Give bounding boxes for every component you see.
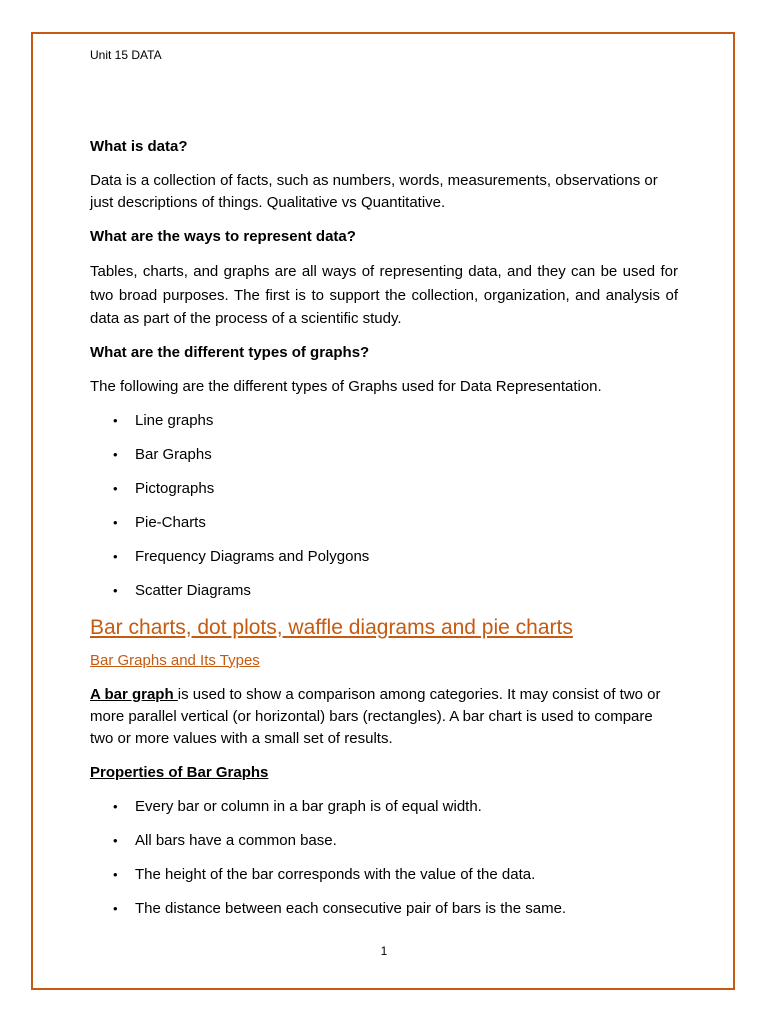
question-what-is-data: What is data? bbox=[90, 138, 188, 155]
list-item-label: Frequency Diagrams and Polygons bbox=[135, 547, 370, 565]
properties-list bbox=[90, 796, 678, 920]
list-item bbox=[90, 546, 678, 568]
list-item-label: All bars have a common base. bbox=[135, 831, 337, 849]
bullet-icon: • bbox=[113, 514, 118, 530]
bullet-icon: • bbox=[113, 446, 118, 462]
list-item bbox=[90, 478, 678, 500]
bullet-icon: • bbox=[113, 900, 118, 916]
list-item-label: Every bar or column in a bar graph is of equal width. bbox=[135, 797, 482, 815]
page-header: Unit 15 DATA bbox=[90, 48, 162, 62]
list-item bbox=[90, 898, 678, 920]
bullet-icon: • bbox=[113, 798, 118, 814]
list-item-label: Line graphs bbox=[135, 411, 214, 429]
bullet-icon: • bbox=[113, 832, 118, 848]
bar-graph-term: A bar graph bbox=[90, 685, 178, 703]
list-item bbox=[90, 864, 678, 886]
answer-ways-to-represent: Tables, charts, and graphs are all ways of representing data, and they can be used for two broad purposes. The first is to support the collection, organization, and analysis of data as part of the process of a scientific study. bbox=[90, 263, 678, 327]
list-item-label: The distance between each consecutive pair of bars is the same. bbox=[135, 899, 567, 917]
bar-graph-description: is used to show a comparison among categories. It may consist of two or more parallel vertical (or horizontal) bars (rectangles). A bar chart is used to compare two or more values with a small set of results. bbox=[90, 685, 661, 747]
list-item bbox=[90, 580, 678, 602]
list-item bbox=[90, 512, 678, 534]
section-subheading: Bar Graphs and Its Types bbox=[90, 651, 260, 669]
page-number: 1 bbox=[380, 944, 388, 958]
bullet-icon: • bbox=[113, 548, 118, 564]
bullet-icon: • bbox=[113, 582, 118, 598]
graph-types-list bbox=[90, 410, 678, 602]
bullet-icon: • bbox=[113, 412, 118, 428]
section-heading: Bar charts, dot plots, waffle diagrams and pie charts bbox=[90, 615, 573, 639]
bullet-icon: • bbox=[113, 480, 118, 496]
bullet-icon: • bbox=[113, 866, 118, 882]
properties-title: Properties of Bar Graphs bbox=[90, 763, 269, 781]
document-body bbox=[90, 44, 678, 932]
graph-types-intro: The following are the different types of Graphs used for Data Representation. bbox=[90, 377, 602, 395]
list-item bbox=[90, 444, 678, 466]
answer-what-is-data: Data is a collection of facts, such as numbers, words, measurements, observations or just descriptions of things. Qualitative vs Quantitative. bbox=[90, 172, 658, 211]
list-item-label: Bar Graphs bbox=[135, 445, 212, 463]
header-spacer bbox=[90, 66, 678, 136]
question-types-of-graphs: What are the different types of graphs? bbox=[90, 343, 370, 361]
bar-graph-definition bbox=[90, 684, 678, 750]
list-item-label: Pictographs bbox=[135, 479, 215, 497]
list-item bbox=[90, 410, 678, 432]
list-item-label: Pie-Charts bbox=[135, 513, 206, 531]
list-item bbox=[90, 830, 678, 852]
list-item-label: Scatter Diagrams bbox=[135, 581, 251, 599]
question-ways-to-represent: What are the ways to represent data? bbox=[90, 228, 356, 245]
list-item-label: The height of the bar corresponds with the value of the data. bbox=[135, 865, 536, 883]
list-item bbox=[90, 796, 678, 818]
